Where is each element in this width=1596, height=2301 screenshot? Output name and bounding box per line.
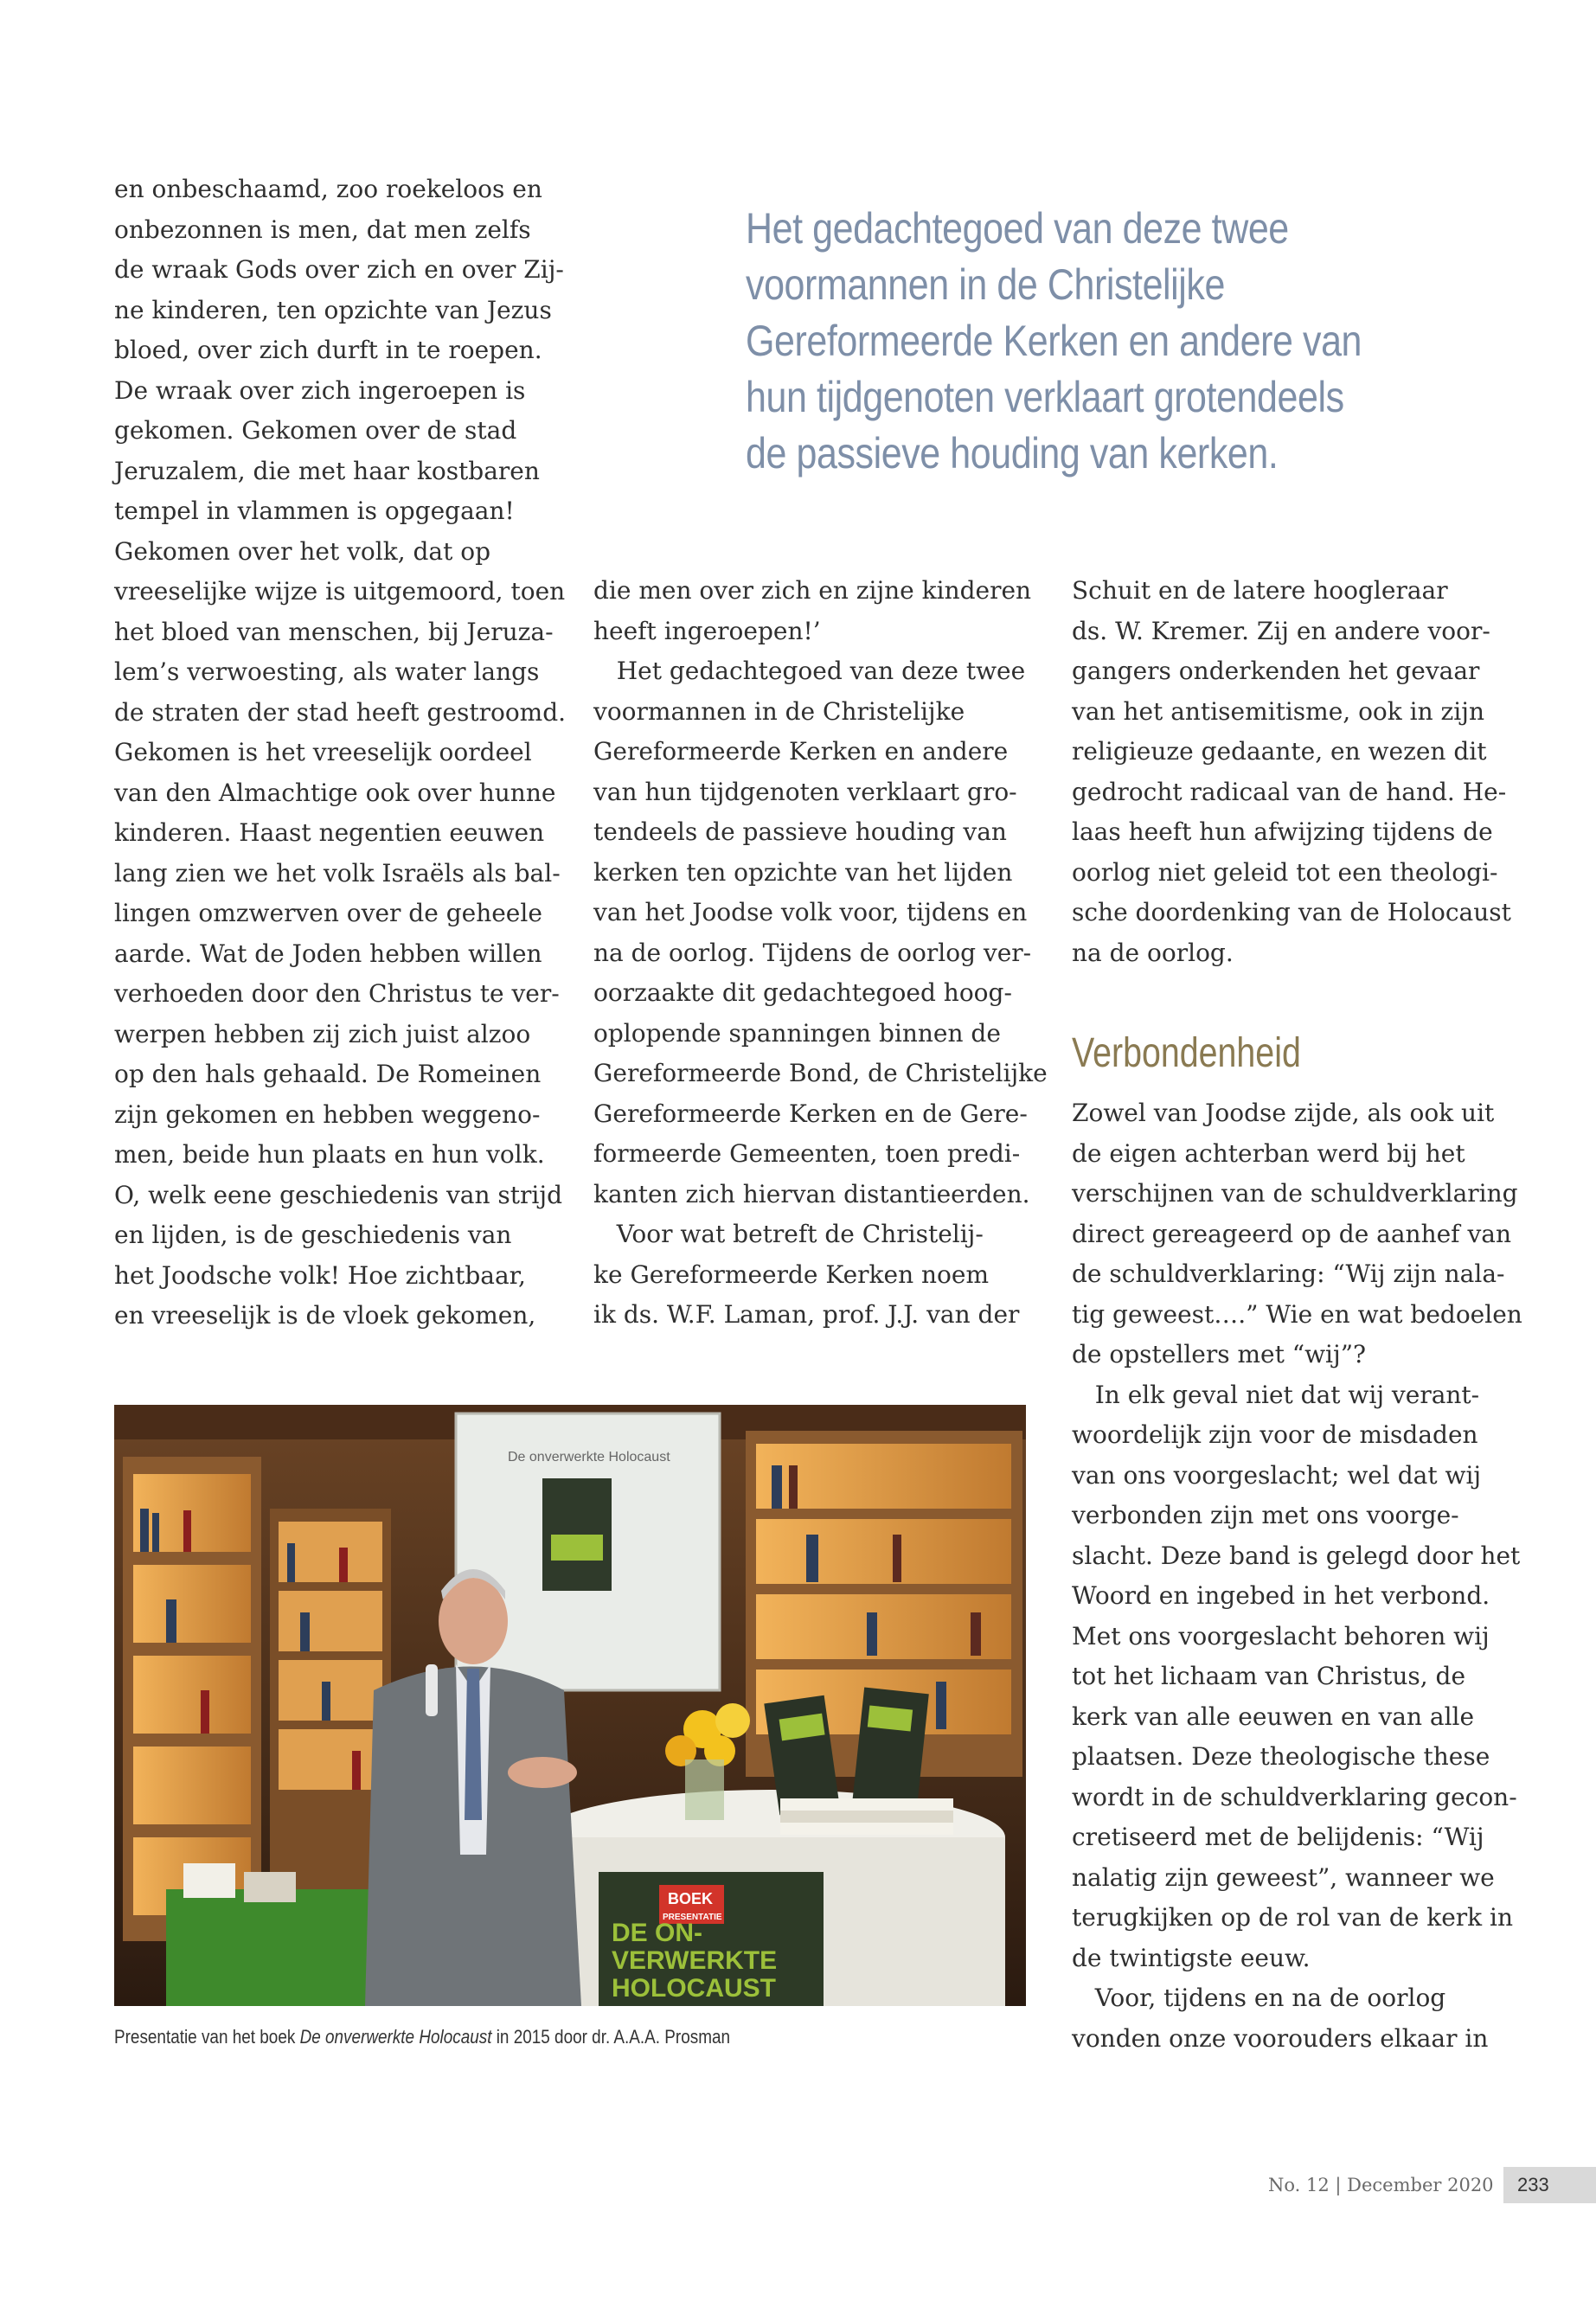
article-column-3-continued: [1072, 1093, 1522, 2059]
text-line: men, beide hun plaats en hun volk.: [114, 1140, 545, 1169]
caption-text-before: Presentatie van het boek: [114, 2026, 300, 2048]
text-line: Gekomen over het volk, dat op: [114, 536, 491, 566]
text-line: verbonden zijn met ons voorge-: [1072, 1501, 1459, 1529]
text-line: kerk van alle eeuwen en van alle: [1072, 1702, 1475, 1731]
text-line: Met ons voorgeslacht behoren wij: [1072, 1621, 1490, 1650]
text-line: van het Joodse volk voor, tijdens en: [593, 898, 1028, 926]
text-line: terugkijken op de rol van de kerk in: [1072, 1903, 1514, 1932]
text-line: die men over zich en zijne kinderen: [593, 576, 1032, 605]
text-line: lingen omzwerven over de geheele: [114, 899, 542, 927]
text-line: lem’s verwoesting, als water langs: [114, 657, 540, 686]
text-line: kerken ten opzichte van het lijden: [593, 857, 1013, 887]
text-line: woordelijk zijn voor de misdaden: [1072, 1420, 1478, 1449]
pull-quote-line: hun tijdgenoten verklaart grotendeels: [746, 373, 1344, 421]
caption-book-title: De onverwerkte Holocaust: [299, 2026, 492, 2048]
text-line: Gereformeerde Kerken en de Gere-: [593, 1099, 1028, 1128]
text-line: verhoeden door den Christus te ver-: [114, 979, 560, 1008]
text-line: Jeruzalem, die met haar kostbaren: [114, 456, 540, 485]
banner-tag-bottom: PRESENTATIE: [663, 1913, 722, 1922]
text-line: de eigen achterban werd bij het: [1072, 1138, 1465, 1168]
text-line: In elk geval niet dat wij verant-: [1072, 1380, 1480, 1409]
photo-caption: [114, 2026, 730, 2048]
pull-quote-line: Gereformeerde Kerken en andere van: [746, 317, 1362, 365]
text-line: ik ds. W.F. Laman, prof. J.J. van der: [593, 1300, 1020, 1329]
text-line: de wraak Gods over zich en over Zij-: [114, 255, 564, 284]
text-line: gekomen. Gekomen over de stad: [114, 416, 517, 445]
text-line: Gereformeerde Kerken en andere: [593, 737, 1009, 766]
text-line: het Joodsche volk! Hoe zichtbaar,: [114, 1260, 526, 1290]
text-line: direct gereageerd op de aanhef van: [1072, 1219, 1511, 1248]
pull-quote-line: Het gedachtegoed van deze twee: [746, 204, 1289, 253]
text-line: de schuldverklaring: “Wij zijn nala-: [1072, 1259, 1505, 1288]
text-line: voormannen in de Christelijke: [593, 696, 965, 726]
section-heading: Verbondenheid: [1072, 1030, 1301, 1076]
article-column-1: [114, 170, 567, 1336]
text-line: tot het lichaam van Christus, de: [1072, 1662, 1466, 1690]
text-line: na de oorlog. Tijdens de oorlog ver-: [593, 938, 1032, 967]
text-line: vreeselijke wijze is uitgemoord, toen: [114, 577, 566, 606]
text-line: en onbeschaamd, zoo roekeloos en: [114, 175, 542, 203]
text-line: sche doordenking van de Holocaust: [1072, 898, 1511, 926]
banner-line-3: HOLOCAUST: [612, 1974, 776, 2003]
text-line: van ons voorgeslacht; wel dat wij: [1072, 1460, 1482, 1490]
issue-info: No. 12 | December 2020: [1268, 2175, 1494, 2195]
pull-quote-line: voormannen in de Christelijke: [746, 260, 1225, 309]
text-line: religieuze gedaante, en wezen dit: [1072, 737, 1487, 766]
text-line: slacht. Deze band is gelegd door het: [1072, 1541, 1521, 1570]
text-line: Zowel van Joodse zijde, als ook uit: [1072, 1099, 1495, 1127]
text-line: op den hals gehaald. De Romeinen: [114, 1060, 542, 1088]
text-line: van den Almachtige ook over hunne: [114, 778, 556, 807]
caption-text-after: in 2015 door dr. A.A.A. Prosman: [491, 2026, 731, 2048]
banner-tag-top: BOEK: [668, 1890, 714, 1907]
text-line: kinderen. Haast negentien eeuwen: [114, 818, 545, 847]
text-line: O, welk eene geschiedenis van strijd: [114, 1180, 562, 1209]
text-line: gedrocht radicaal van de hand. He-: [1072, 777, 1507, 806]
text-line: en lijden, is de geschiedenis van: [114, 1221, 512, 1249]
text-line: Schuit en de latere hoogleraar: [1072, 576, 1448, 605]
text-line: cretiseerd met de belijdenis: “Wij: [1072, 1823, 1484, 1851]
text-line: Het gedachtegoed van deze twee: [593, 657, 1026, 685]
text-line: de straten der stad heeft gestroomd.: [114, 697, 567, 727]
text-line: oplopende spanningen binnen de: [593, 1018, 1001, 1048]
text-line: van hun tijdgenoten verklaart gro-: [593, 777, 1017, 806]
text-line: van het antisemitisme, ook in zijn: [1072, 696, 1484, 726]
text-line: tendeels de passieve houding van: [593, 817, 1007, 846]
page-number: 233: [1503, 2167, 1596, 2203]
text-line: zijn gekomen en hebben weggeno-: [114, 1099, 541, 1129]
text-line: tempel in vlammen is opgegaan!: [114, 497, 515, 525]
text-line: verschijnen van de schuldverklaring: [1072, 1179, 1518, 1208]
text-line: Voor wat betreft de Christelij-: [593, 1220, 984, 1248]
pull-quote-line: de passieve houding van kerken.: [746, 429, 1279, 478]
text-line: onbezonnen is men, dat men zelfs: [114, 215, 531, 244]
text-line: vonden onze voorouders elkaar in: [1072, 2023, 1489, 2053]
text-line: na de oorlog.: [1072, 938, 1234, 967]
text-line: Voor, tijdens en na de oorlog: [1072, 1984, 1446, 2012]
text-line: Woord en ingebed in het verbond.: [1072, 1581, 1490, 1610]
text-line: ne kinderen, ten opzichte van Jezus: [114, 295, 552, 324]
text-line: werpen hebben zij zich juist alzoo: [114, 1019, 531, 1048]
text-line: oorlog niet geleid tot een theologi-: [1072, 857, 1498, 887]
text-line: de opstellers met “wij”?: [1072, 1340, 1367, 1368]
text-line: De wraak over zich ingeroepen is: [114, 375, 526, 405]
text-line: kanten zich hiervan distantieerden.: [593, 1179, 1030, 1208]
screen-title: De onverwerkte Holocaust: [508, 1450, 670, 1465]
text-line: wordt in de schuldverklaring gecon-: [1072, 1782, 1517, 1811]
text-line: gangers onderkenden het gevaar: [1072, 657, 1480, 685]
text-line: formeerde Gemeenten, toen predi-: [593, 1139, 1021, 1168]
text-line: Gereformeerde Bond, de Christelijke: [593, 1059, 1048, 1087]
text-line: laas heeft hun afwijzing tijdens de: [1072, 817, 1493, 846]
banner-line-2: VERWERKTE: [612, 1946, 778, 1975]
text-line: bloed, over zich durft in te roepen.: [114, 336, 542, 364]
text-line: Gekomen is het vreeselijk oordeel: [114, 738, 532, 766]
pull-quote: [746, 201, 1362, 482]
banner-line-1: DE ON-: [612, 1919, 702, 1947]
text-line: lang zien we het volk Israëls als bal-: [114, 858, 561, 888]
article-column-2: [593, 571, 1048, 1336]
text-line: ds. W. Kremer. Zij en andere voor-: [1072, 616, 1490, 645]
text-line: tig geweest….” Wie en wat bedoelen: [1072, 1299, 1522, 1329]
text-line: de twintigste eeuw.: [1072, 1943, 1311, 1972]
text-line: ke Gereformeerde Kerken noem: [593, 1259, 990, 1289]
text-line: nalatig zijn geweest”, wanneer we: [1072, 1862, 1495, 1892]
text-line: aarde. Wat de Joden hebben willen: [114, 939, 542, 968]
text-line: en vreeselijk is de vloek gekomen,: [114, 1301, 536, 1330]
presentation-photo: [114, 1405, 1026, 2006]
text-line: het bloed van menschen, bij Jeruza-: [114, 617, 554, 646]
text-line: plaatsen. Deze theologische these: [1072, 1742, 1490, 1771]
article-column-3: [1072, 571, 1522, 973]
text-line: heeft ingeroepen!’: [593, 616, 821, 645]
text-line: oorzaakte dit gedachtegoed hoog-: [593, 978, 1012, 1007]
